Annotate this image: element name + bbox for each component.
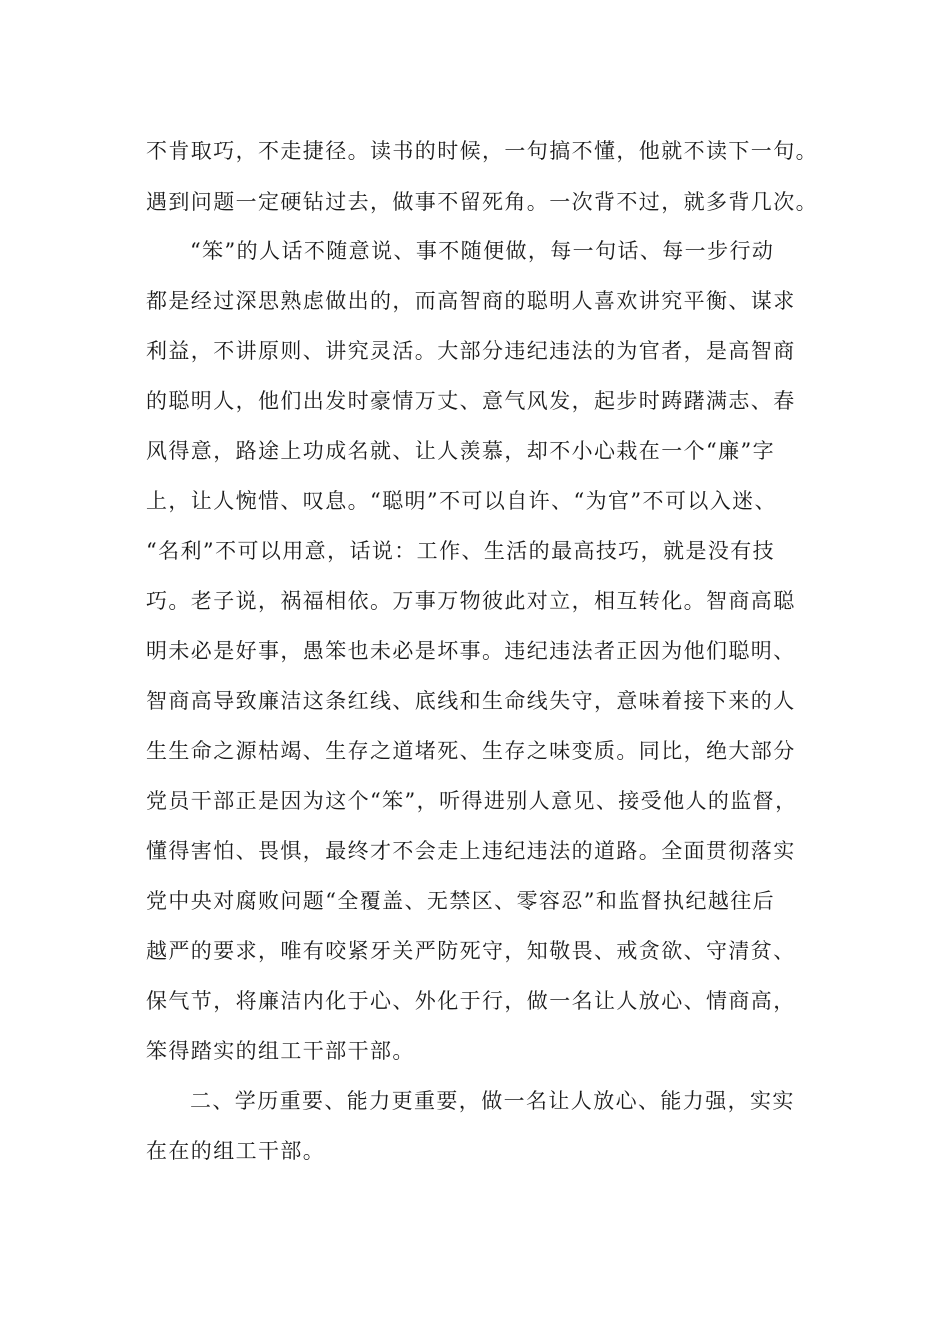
text-line-17: 越严的要求，唯有咬紧牙关严防死守，知敬畏、戒贪欲、守清贫、 [146,939,796,963]
text-line-9: “名利”不可以用意，话说：工作、生活的最高技巧，就是没有技 [146,539,776,563]
text-line-1: 不肯取巧，不走捷径。读书的时候，一句搞不懂，他就不读下一句。 [146,139,818,163]
section-heading-line-2: 在在的组工干部。 [146,1139,326,1163]
text-line-5: 利益，不讲原则、讲究灵活。大部分违纪违法的为官者，是高智商 [146,339,796,363]
text-line-15: 懂得害怕、畏惧，最终才不会走上违纪违法的道路。全面贯彻落实 [146,839,796,863]
text-line-16: 党中央对腐败问题“全覆盖、无禁区、零容忍”和监督执纪越往后 [146,889,776,913]
text-line-6: 的聪明人，他们出发时豪情万丈、意气风发，起步时踌躇满志、春 [146,389,796,413]
text-line-4: 都是经过深思熟虑做出的，而高智商的聪明人喜欢讲究平衡、谋求 [146,289,796,313]
text-line-13: 生生命之源枯竭、生存之道堵死、生存之味变质。同比，绝大部分 [146,739,796,763]
text-line-7: 风得意，路途上功成名就、让人羡慕，却不小心栽在一个“廉”字 [146,439,776,463]
text-line-12: 智商高导致廉洁这条红线、底线和生命线失守，意味着接下来的人 [146,689,796,713]
text-line-10: 巧。老子说，祸福相依。万事万物彼此对立，相互转化。智商高聪 [146,589,796,613]
text-line-18: 保气节，将廉洁内化于心、外化于行，做一名让人放心、情商高， [146,989,796,1013]
paragraph-start-line: “笨”的人话不随意说、事不随便做，每一句话、每一步行动 [190,239,775,263]
text-line-2: 遇到问题一定硬钻过去，做事不留死角。一次背不过，就多背几次。 [146,190,818,214]
section-heading-line: 二、学历重要、能力更重要，做一名让人放心、能力强，实实 [190,1089,795,1113]
text-line-11: 明未必是好事，愚笨也未必是坏事。违纪违法者正因为他们聪明、 [146,639,796,663]
text-line-8: 上，让人惋惜、叹息。“聪明”不可以自许、“为官”不可以入迷、 [146,489,777,513]
text-line-19: 笨得踏实的组工干部干部。 [146,1039,415,1063]
text-line-14: 党员干部正是因为这个“笨”，听得进别人意见、接受他人的监督， [146,789,798,813]
